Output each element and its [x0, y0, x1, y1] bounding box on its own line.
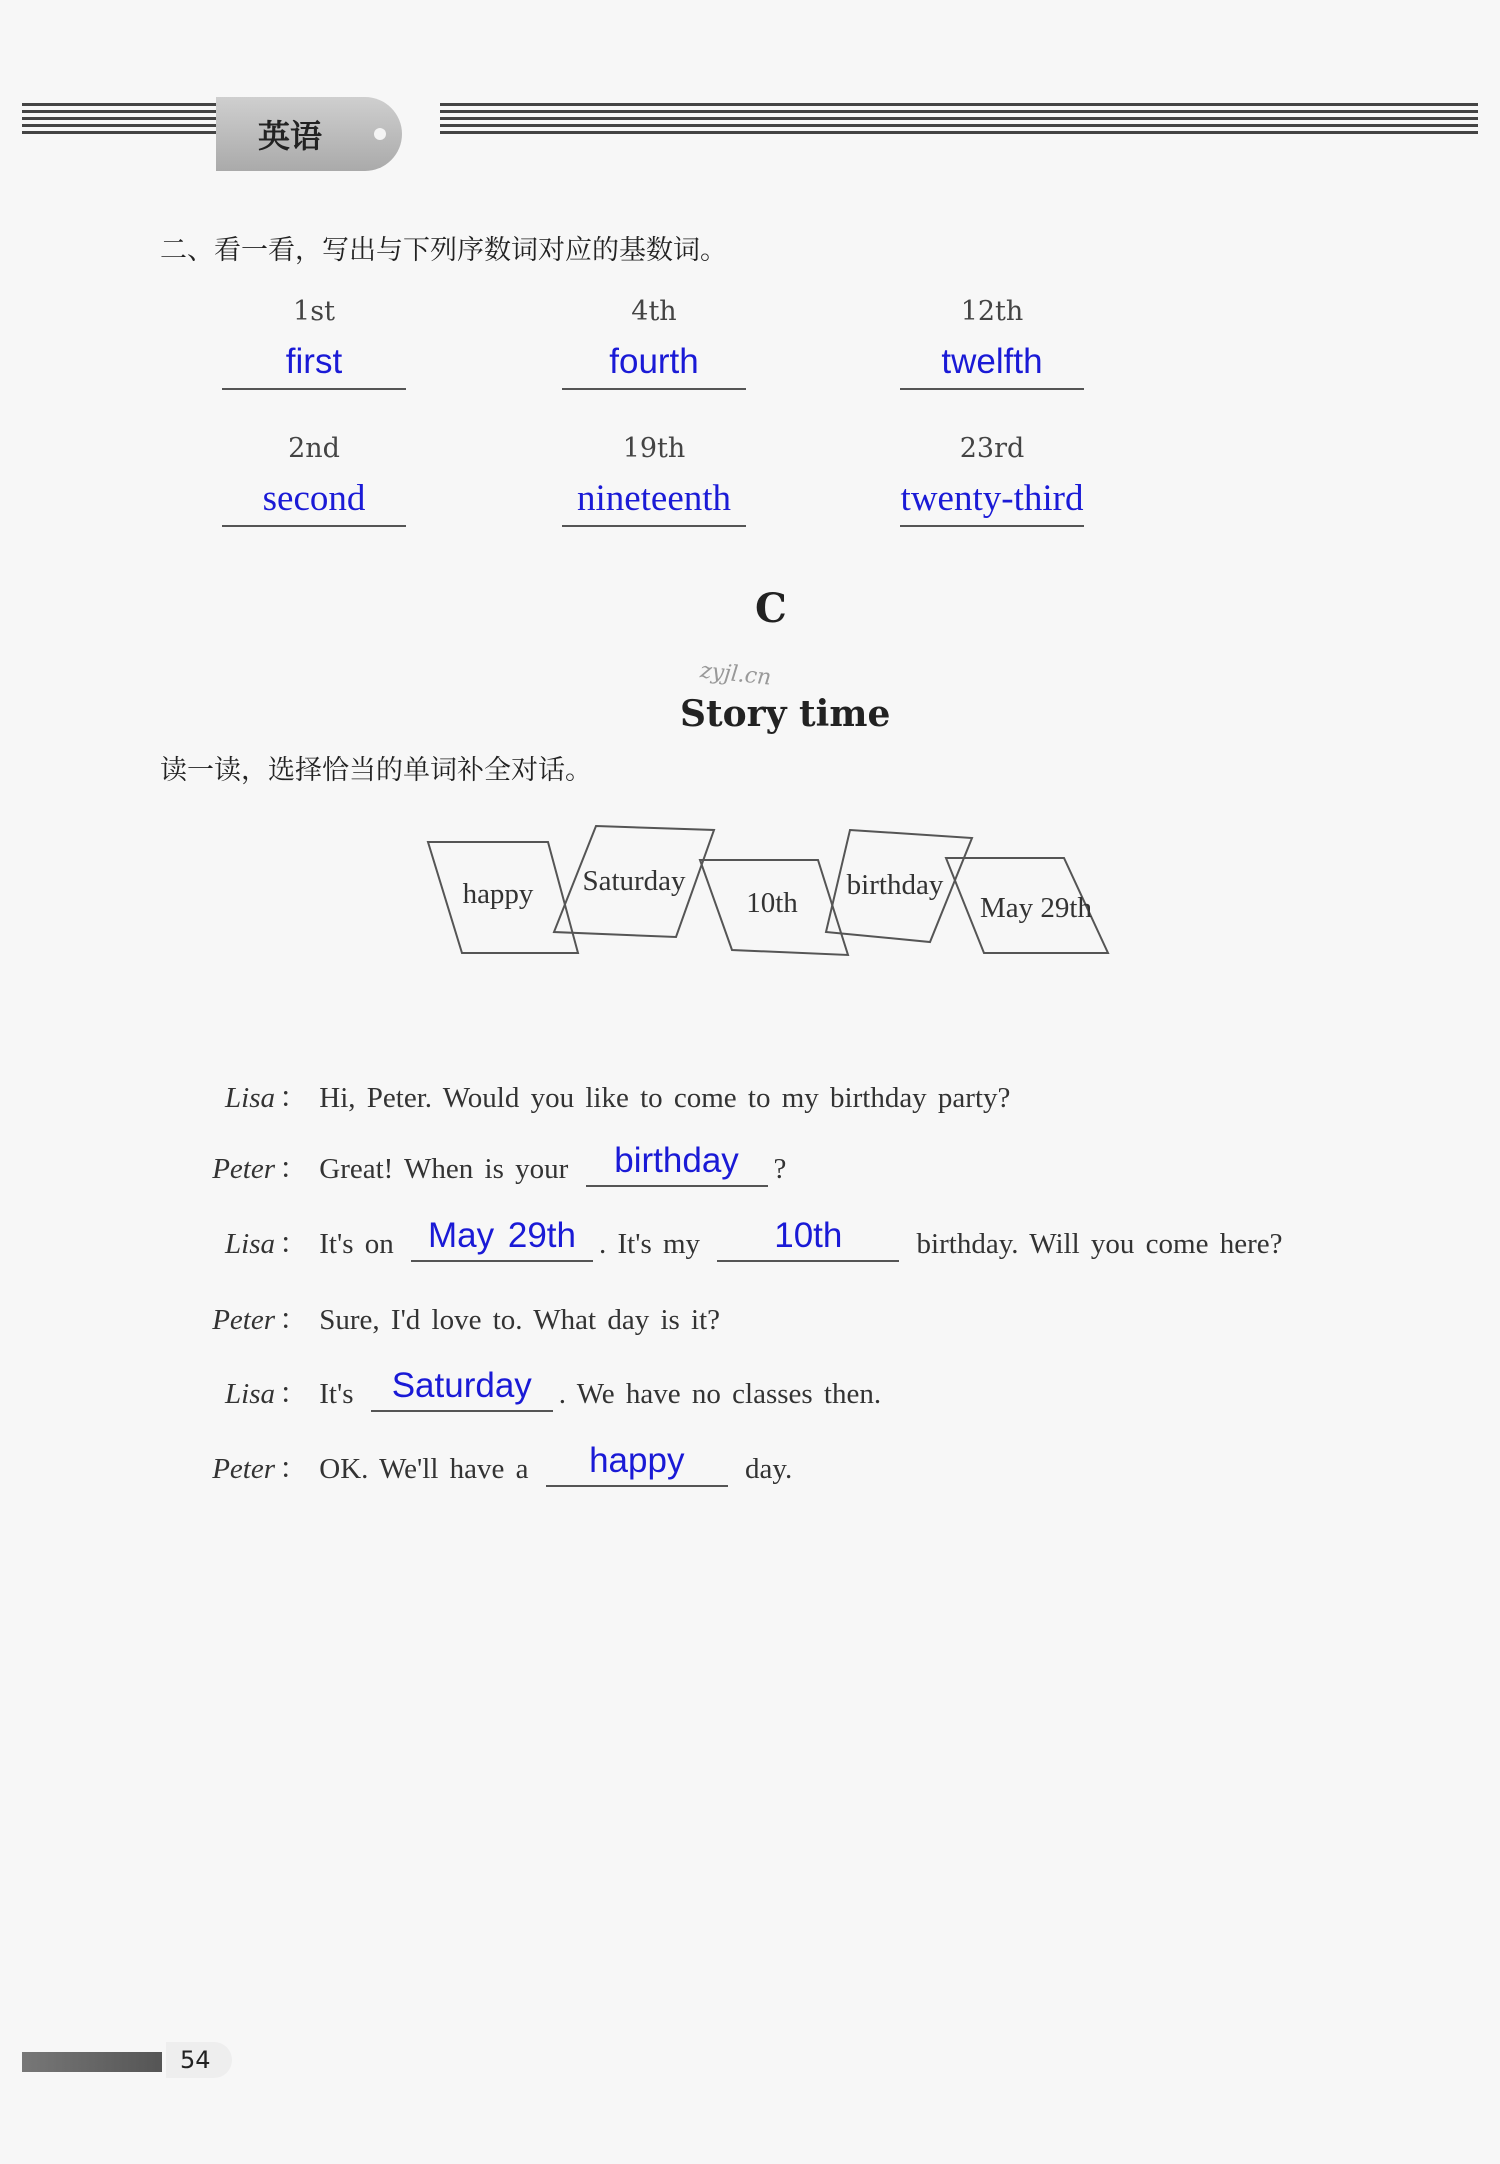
- ordinal-label: 1st: [293, 296, 335, 327]
- answer-blank: [717, 1216, 899, 1262]
- speaker-colon: ：: [279, 1304, 309, 1336]
- dialog-text: . It's my: [599, 1228, 701, 1260]
- page-number: 54: [166, 2042, 232, 2078]
- answer-text: May 29th: [428, 1216, 576, 1255]
- answer-blank: [586, 1141, 768, 1187]
- answer-text: happy: [589, 1441, 685, 1480]
- dialog-text: Great! When is your: [319, 1153, 569, 1185]
- dialog-text: It's on: [319, 1228, 394, 1260]
- answer-blank: [371, 1366, 553, 1412]
- ordinal-label: 23rd: [959, 433, 1025, 464]
- watermark: zyjl.cn: [698, 658, 773, 691]
- dialog-line: [205, 1075, 1010, 1116]
- speaker-colon: ：: [279, 1153, 309, 1185]
- story-title: Story time: [680, 693, 891, 735]
- dialog-text: Hi, Peter. Would you like to come to my birthday party?: [319, 1082, 1011, 1114]
- subject-label: 英语: [258, 117, 323, 155]
- answer-blank: [411, 1216, 593, 1262]
- speaker: Lisa: [225, 1228, 275, 1260]
- answer-blank: [546, 1441, 728, 1487]
- dialog-text: . We have no classes then.: [558, 1378, 882, 1410]
- speaker: Lisa: [225, 1082, 275, 1114]
- ordinal-answer: twelfth: [900, 336, 1084, 390]
- speaker: Peter: [212, 1153, 275, 1185]
- dialog-text: It's: [319, 1378, 354, 1410]
- ordinal-label: 4th: [631, 296, 677, 327]
- speaker: Lisa: [225, 1378, 275, 1410]
- answer-text: Saturday: [391, 1366, 532, 1405]
- ordinal-answer: second: [222, 473, 406, 527]
- dialog-text: day.: [745, 1453, 793, 1485]
- dialog-line: [205, 1441, 793, 1487]
- speaker-colon: ：: [279, 1228, 309, 1260]
- speaker-colon: ：: [279, 1378, 309, 1410]
- speaker: Peter: [212, 1453, 275, 1485]
- dialog-text: Sure, I'd love to. What day is it?: [319, 1304, 721, 1336]
- dialog-line: [205, 1216, 1283, 1262]
- dialog-line: [205, 1366, 882, 1412]
- word-card: May 29th: [980, 892, 1092, 924]
- dialog-text: ?: [773, 1153, 787, 1185]
- ordinal-answer: twenty-third: [900, 473, 1084, 527]
- section2-instruction: 二、看一看，写出与下列序数词对应的基数词。: [160, 235, 727, 266]
- dialog-line: [205, 1297, 720, 1338]
- ordinal-answer: fourth: [562, 336, 746, 390]
- dialog-line: [205, 1141, 787, 1187]
- word-card: Saturday: [582, 865, 686, 897]
- word-bank: [0, 0, 1500, 1000]
- story-instruction: 读一读，选择恰当的单词补全对话。: [160, 755, 592, 786]
- ordinal-label: 2nd: [288, 433, 340, 464]
- ordinal-label: 19th: [622, 433, 686, 464]
- section-letter: C: [755, 585, 787, 632]
- speaker-colon: ：: [279, 1082, 309, 1114]
- speaker: Peter: [212, 1304, 275, 1336]
- answer-text: 10th: [774, 1216, 843, 1255]
- ordinal-answer: nineteenth: [562, 473, 746, 527]
- word-card: 10th: [746, 887, 798, 919]
- footer-bar: [22, 2052, 162, 2072]
- word-card: birthday: [846, 869, 944, 901]
- speaker-colon: ：: [279, 1453, 309, 1485]
- ordinal-label: 12th: [960, 296, 1024, 327]
- dialog-text: birthday. Will you come here?: [916, 1228, 1283, 1260]
- ordinal-answer: first: [222, 336, 406, 390]
- word-card: happy: [462, 878, 534, 910]
- answer-text: birthday: [614, 1141, 739, 1180]
- dialog-text: OK. We'll have a: [319, 1453, 529, 1485]
